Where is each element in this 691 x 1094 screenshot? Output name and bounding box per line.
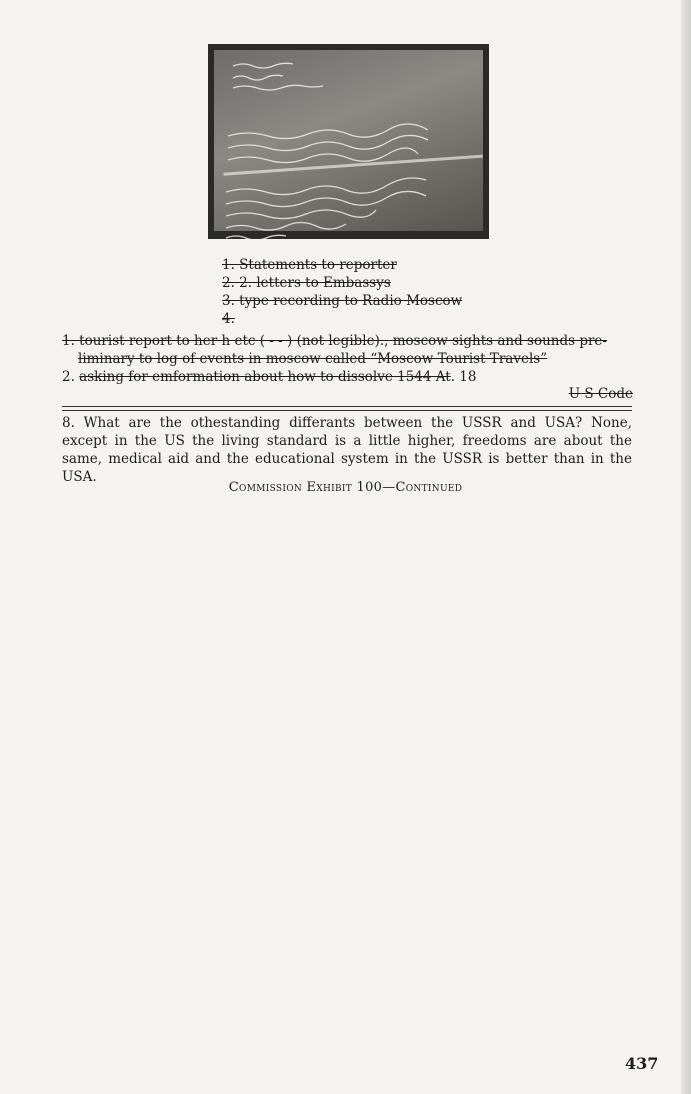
divider-rule [62, 406, 632, 407]
struck-list-item: 2. 2. letters to Embassys [222, 275, 391, 291]
handwritten-note-photo [208, 44, 489, 239]
struck-list-item: 4. [222, 311, 235, 327]
struck-list [222, 256, 462, 328]
notes-list [62, 332, 632, 386]
question-8-paragraph: 8. What are the othestanding differants between the USSR and USA? None, except in the US the living standard is a little higher, freedoms are about the same, medical aid and the educational system in the USSR is better than in the USA. [62, 415, 632, 485]
note-1-struck-c: liminary to log of events in moscow called “Moscow Tourist Travels” [78, 351, 548, 367]
note-2-number: 2. [62, 369, 80, 385]
struck-list-item: 3. type recording to Radio Moscow [222, 293, 463, 309]
note-item-2 [62, 368, 632, 386]
note-item-1 [62, 332, 632, 368]
note-1-struck-a: 1. tourist report to her h etc ( - - ) (not legible). [62, 333, 385, 349]
note-2-struck: asking for emformation about how to dissolve 1544 At [79, 369, 451, 385]
code-rest: Code [593, 386, 633, 402]
note-1-struck-b: , moscow sights and sounds pre- [384, 333, 607, 349]
code-struck: U S [568, 386, 594, 402]
struck-list-item: 1. Statements to reporter [222, 257, 397, 273]
note-2-tail: . 18 [450, 369, 477, 385]
us-code-note [569, 386, 633, 402]
page-number: 437 [625, 1054, 659, 1073]
exhibit-caption: Commission Exhibit 100—Continued [228, 480, 463, 495]
page-edge-shadow [681, 0, 691, 1094]
handwriting-scribbles [208, 44, 489, 239]
divider-rule [62, 410, 632, 411]
